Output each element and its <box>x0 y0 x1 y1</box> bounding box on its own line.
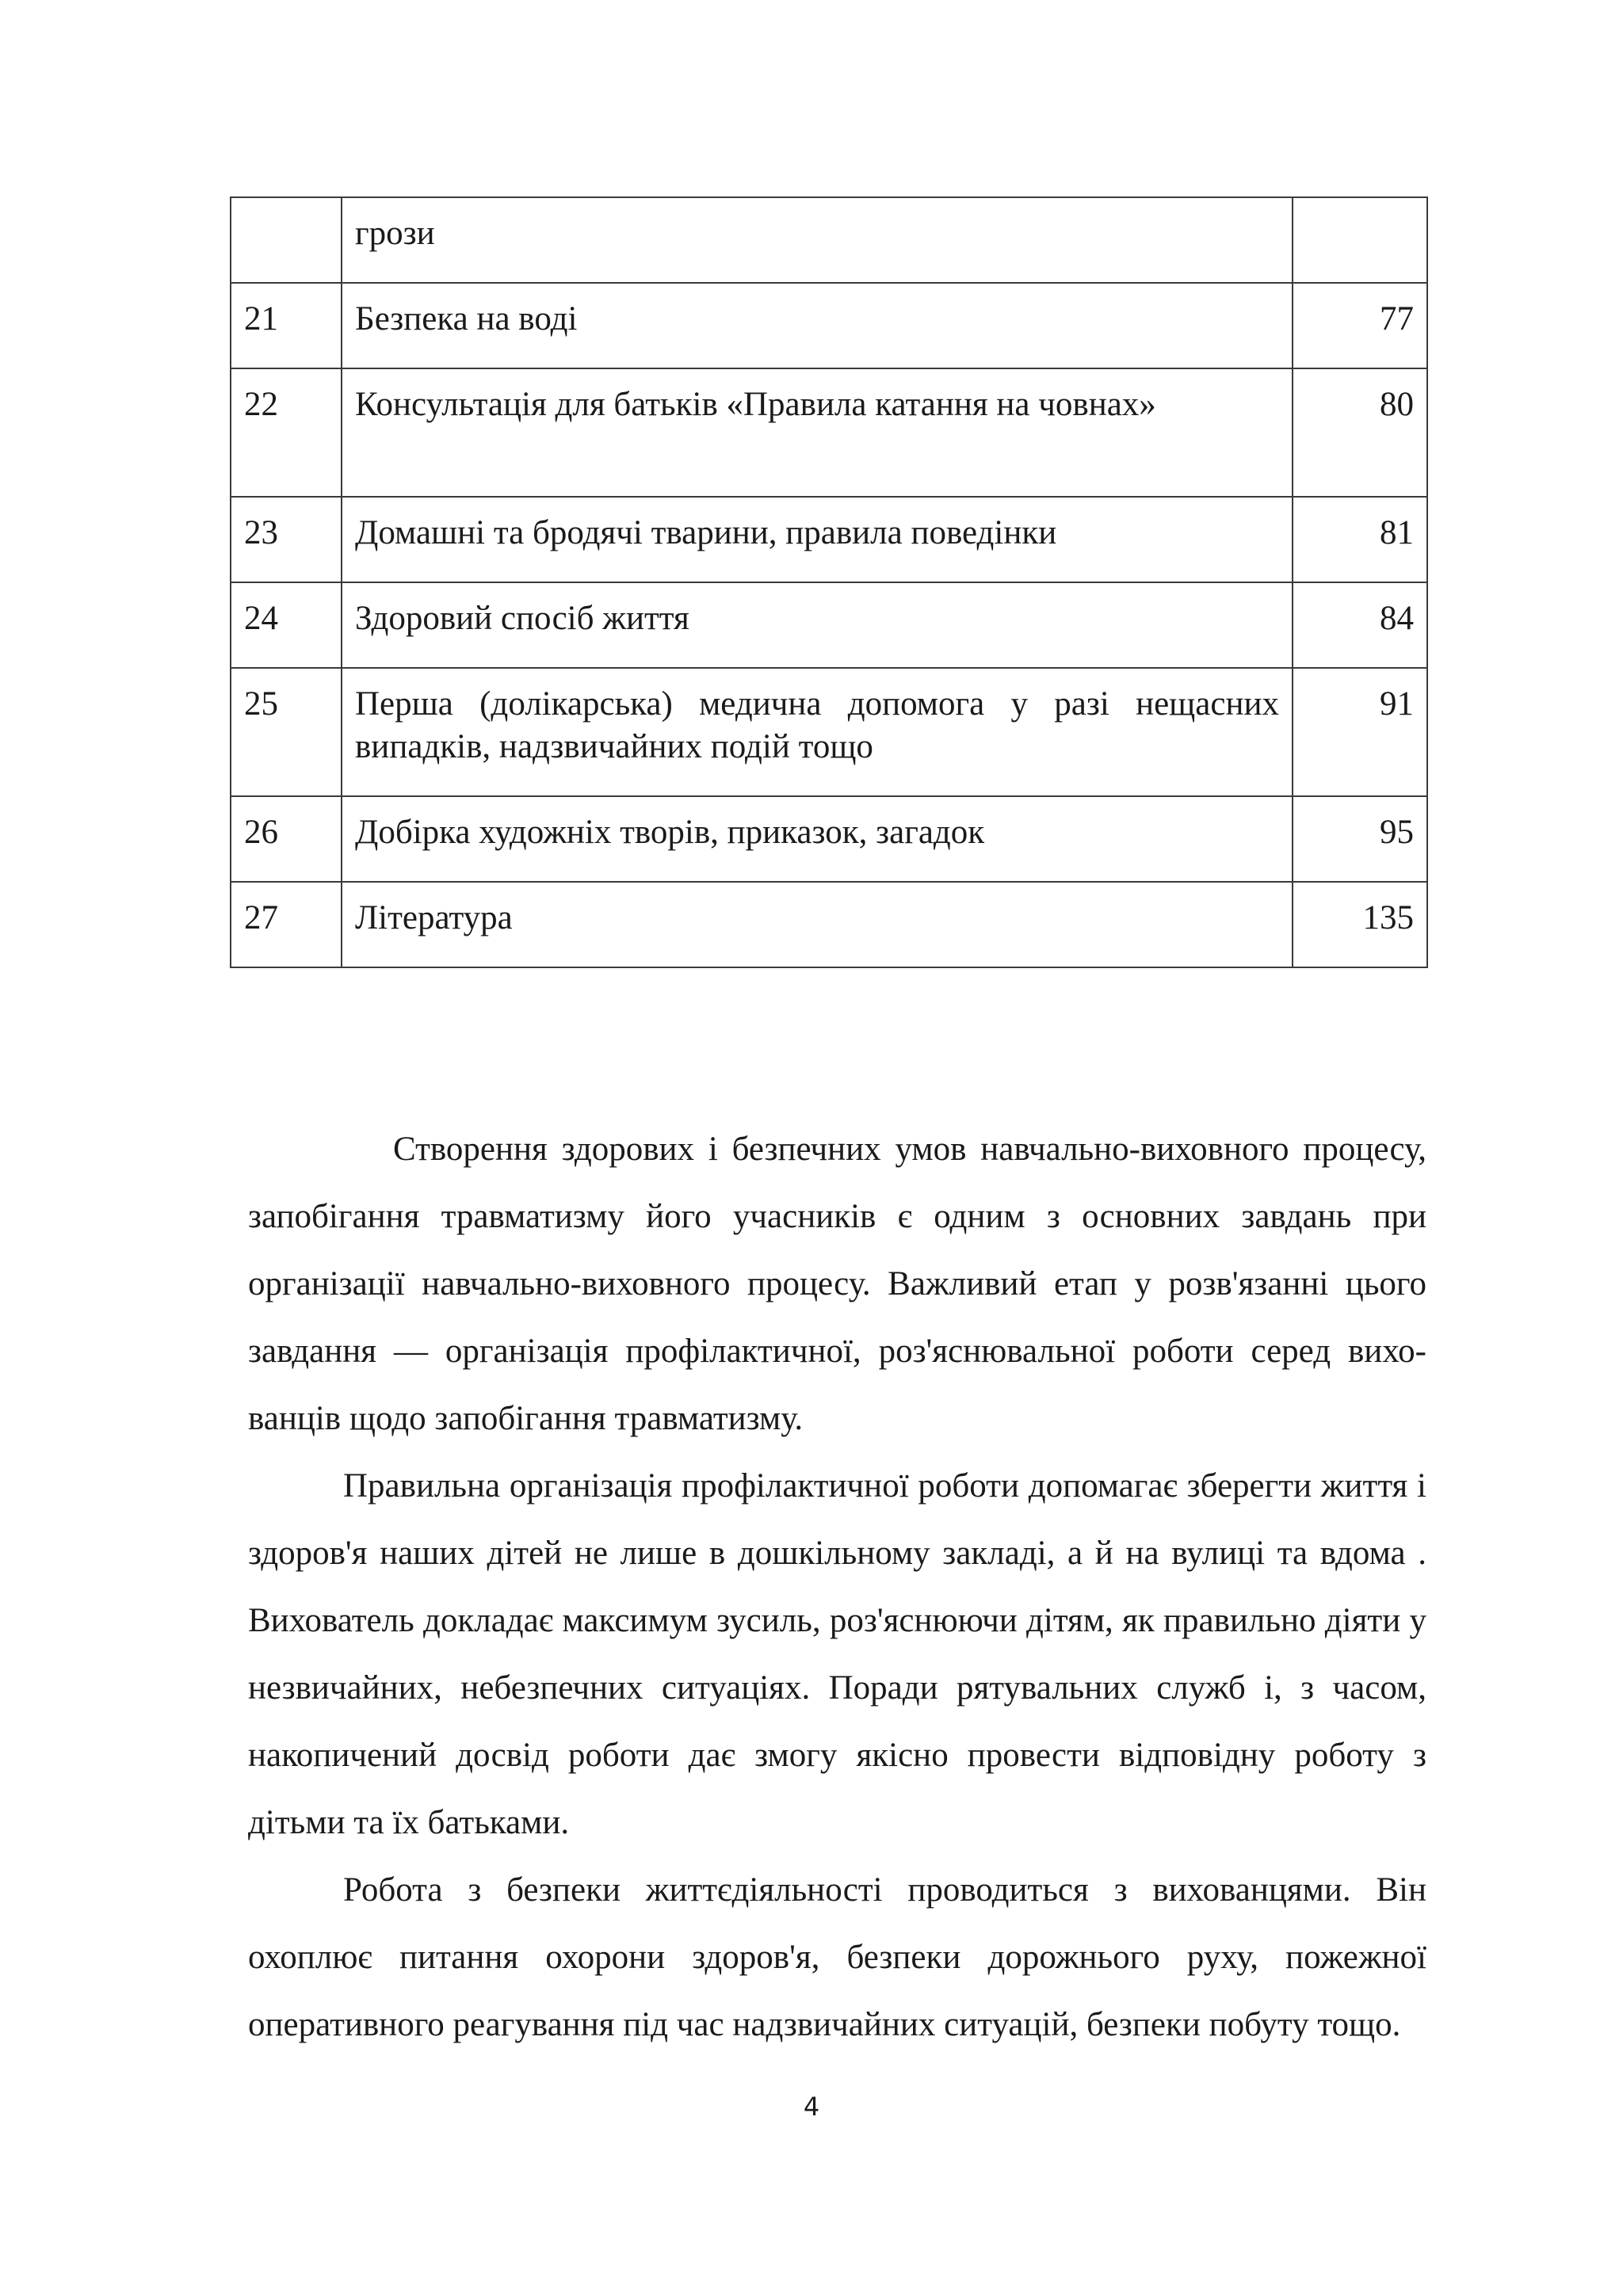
table-row <box>231 283 1427 368</box>
toc-page: 95 <box>1293 796 1427 882</box>
toc-number: 23 <box>231 497 342 582</box>
toc-page: 81 <box>1293 497 1427 582</box>
toc-number: 27 <box>231 882 342 967</box>
toc-title: грози <box>342 197 1293 283</box>
toc-number: 21 <box>231 283 342 368</box>
toc-number: 26 <box>231 796 342 882</box>
paragraph: Правильна організація профілактичної роботи допомагає зберегти життя і здоров'я наших дітей не лише в дошкільному закладі, а й на вулиці та вдома . Вихователь докладає максимум зусиль, роз'яснюючи дітям, як правильно діяти у незвичайних, небезпечних ситуаціях. Поради рятувальних служб і, з часом, накопичений досвід роботи дає змогу якісно провести відповідну роботу з дітьми та їх батьками. <box>248 1467 1426 1841</box>
table-row <box>231 368 1427 497</box>
table-row <box>231 497 1427 582</box>
table-row <box>231 796 1427 882</box>
toc-title: Література <box>342 882 1293 967</box>
page-number: 4 <box>803 2092 820 2122</box>
toc-page: 135 <box>1293 882 1427 967</box>
toc-number <box>231 197 342 283</box>
toc-title: Добірка художніх творів, приказок, загадок <box>342 796 1293 882</box>
toc-page: 77 <box>1293 283 1427 368</box>
toc-number: 25 <box>231 668 342 796</box>
table-row <box>231 197 1427 283</box>
paragraph: Робота з безпеки життєдіяльності проводиться з вихованцями. Він охоплює питання охорони здоров'я, безпеки дорожнього руху, пожежної оперативного реагування під час надзвичайних ситуацій, безпеки побуту тощо. <box>248 1871 1426 2043</box>
toc-title: Перша (долікарська) медична допомога у разі нещасних випадків, надзвичайних подій тощо <box>342 668 1293 796</box>
toc-number: 22 <box>231 368 342 497</box>
toc-page: 84 <box>1293 582 1427 668</box>
toc-page: 91 <box>1293 668 1427 796</box>
toc-page: 80 <box>1293 368 1427 497</box>
toc-title: Консультація для батьків «Правила катання на човнах» <box>342 368 1293 497</box>
toc-number: 24 <box>231 582 342 668</box>
toc-page <box>1293 197 1427 283</box>
table-row <box>231 582 1427 668</box>
toc-title: Безпека на воді <box>342 283 1293 368</box>
toc-title: Домашні та бродячі тварини, правила поведінки <box>342 497 1293 582</box>
table-of-contents <box>230 196 1428 968</box>
table-row <box>231 882 1427 967</box>
table-row <box>231 668 1427 796</box>
body-text <box>248 1116 1426 2058</box>
toc-title: Здоровий спосіб життя <box>342 582 1293 668</box>
paragraph: Створення здорових і безпечних умов навчально-виховного процесу, запобігання травматизму його учасників є одним з основних завдань при організації навчально-виховного процесу. Важливий етап у розв'язанні цього завдання — організація профілактичної, роз'яснювальної роботи серед вихо-ванців щодо запобігання травматизму. <box>248 1131 1426 1437</box>
